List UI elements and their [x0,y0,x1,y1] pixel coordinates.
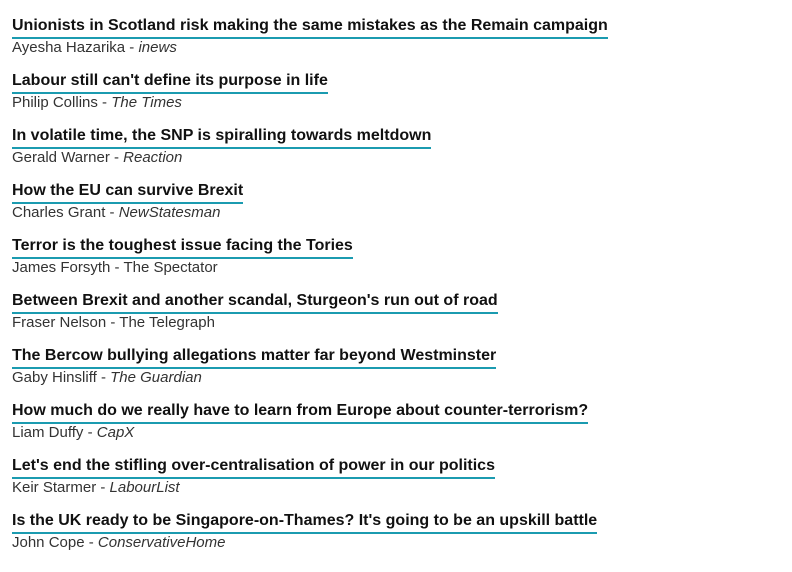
article-item [12,236,792,291]
article-source: The Guardian [110,369,202,386]
article-byline [12,149,792,167]
article-item [12,401,792,456]
article-headline-link[interactable]: The Bercow bullying allegations matter far beyond Westminster [12,346,496,369]
byline-separator: - [109,204,115,221]
byline-separator: - [100,369,106,386]
article-headline-link[interactable]: Unionists in Scotland risk making the same mistakes as the Remain campaign [12,16,608,39]
article-headline-link[interactable]: In volatile time, the SNP is spiralling towards meltdown [12,126,431,149]
article-author: Gaby Hinsliff [12,369,97,386]
article-author: James Forsyth [12,259,111,276]
article-author: Fraser Nelson [12,314,107,331]
article-headline-link[interactable]: Terror is the toughest issue facing the Tories [12,236,353,259]
article-source: CapX [96,424,135,441]
article-item [12,16,792,71]
article-source: Reaction [123,149,183,166]
article-headline-link[interactable]: How much do we really have to learn from Europe about counter-terrorism? [12,401,588,424]
article-headline-link[interactable]: Labour still can't define its purpose in life [12,71,328,94]
article-source: The Times [111,94,182,111]
byline-separator: - [100,479,106,496]
byline-separator: - [110,314,116,331]
article-byline [12,39,792,57]
byline-separator: - [88,534,94,551]
article-author: Liam Duffy [12,424,84,441]
article-headline-link[interactable]: Between Brexit and another scandal, Sturgeon's run out of road [12,291,498,314]
article-headline-link[interactable]: How the EU can survive Brexit [12,181,243,204]
article-author: John Cope [12,534,85,551]
article-item [12,181,792,236]
article-source: NewStatesman [118,204,221,221]
article-byline [12,534,792,552]
article-byline [12,259,792,277]
byline-separator: - [113,149,119,166]
byline-separator: - [87,424,93,441]
article-byline [12,94,792,112]
byline-separator: - [102,94,108,111]
article-author: Charles Grant [12,204,106,221]
article-author: Keir Starmer [12,479,97,496]
article-author: Philip Collins [12,94,98,111]
article-author: Gerald Warner [12,149,110,166]
byline-separator: - [114,259,120,276]
article-item [12,291,792,346]
article-byline [12,369,792,387]
byline-separator: - [129,39,135,56]
article-source: The Spectator [123,259,218,276]
article-item [12,71,792,126]
article-item [12,456,792,511]
article-item [12,346,792,401]
article-author: Ayesha Hazarika [12,39,126,56]
article-source: inews [138,39,177,56]
article-source: LabourList [109,479,180,496]
article-item [12,126,792,181]
article-headline-link[interactable]: Is the UK ready to be Singapore-on-Thames? It's going to be an upskill battle [12,511,597,534]
article-byline [12,314,792,332]
article-source: The Telegraph [119,314,215,331]
article-byline [12,204,792,222]
article-byline [12,424,792,442]
article-item [12,511,792,566]
article-byline [12,479,792,497]
article-headline-link[interactable]: Let's end the stifling over-centralisation of power in our politics [12,456,495,479]
article-source: ConservativeHome [97,534,226,551]
